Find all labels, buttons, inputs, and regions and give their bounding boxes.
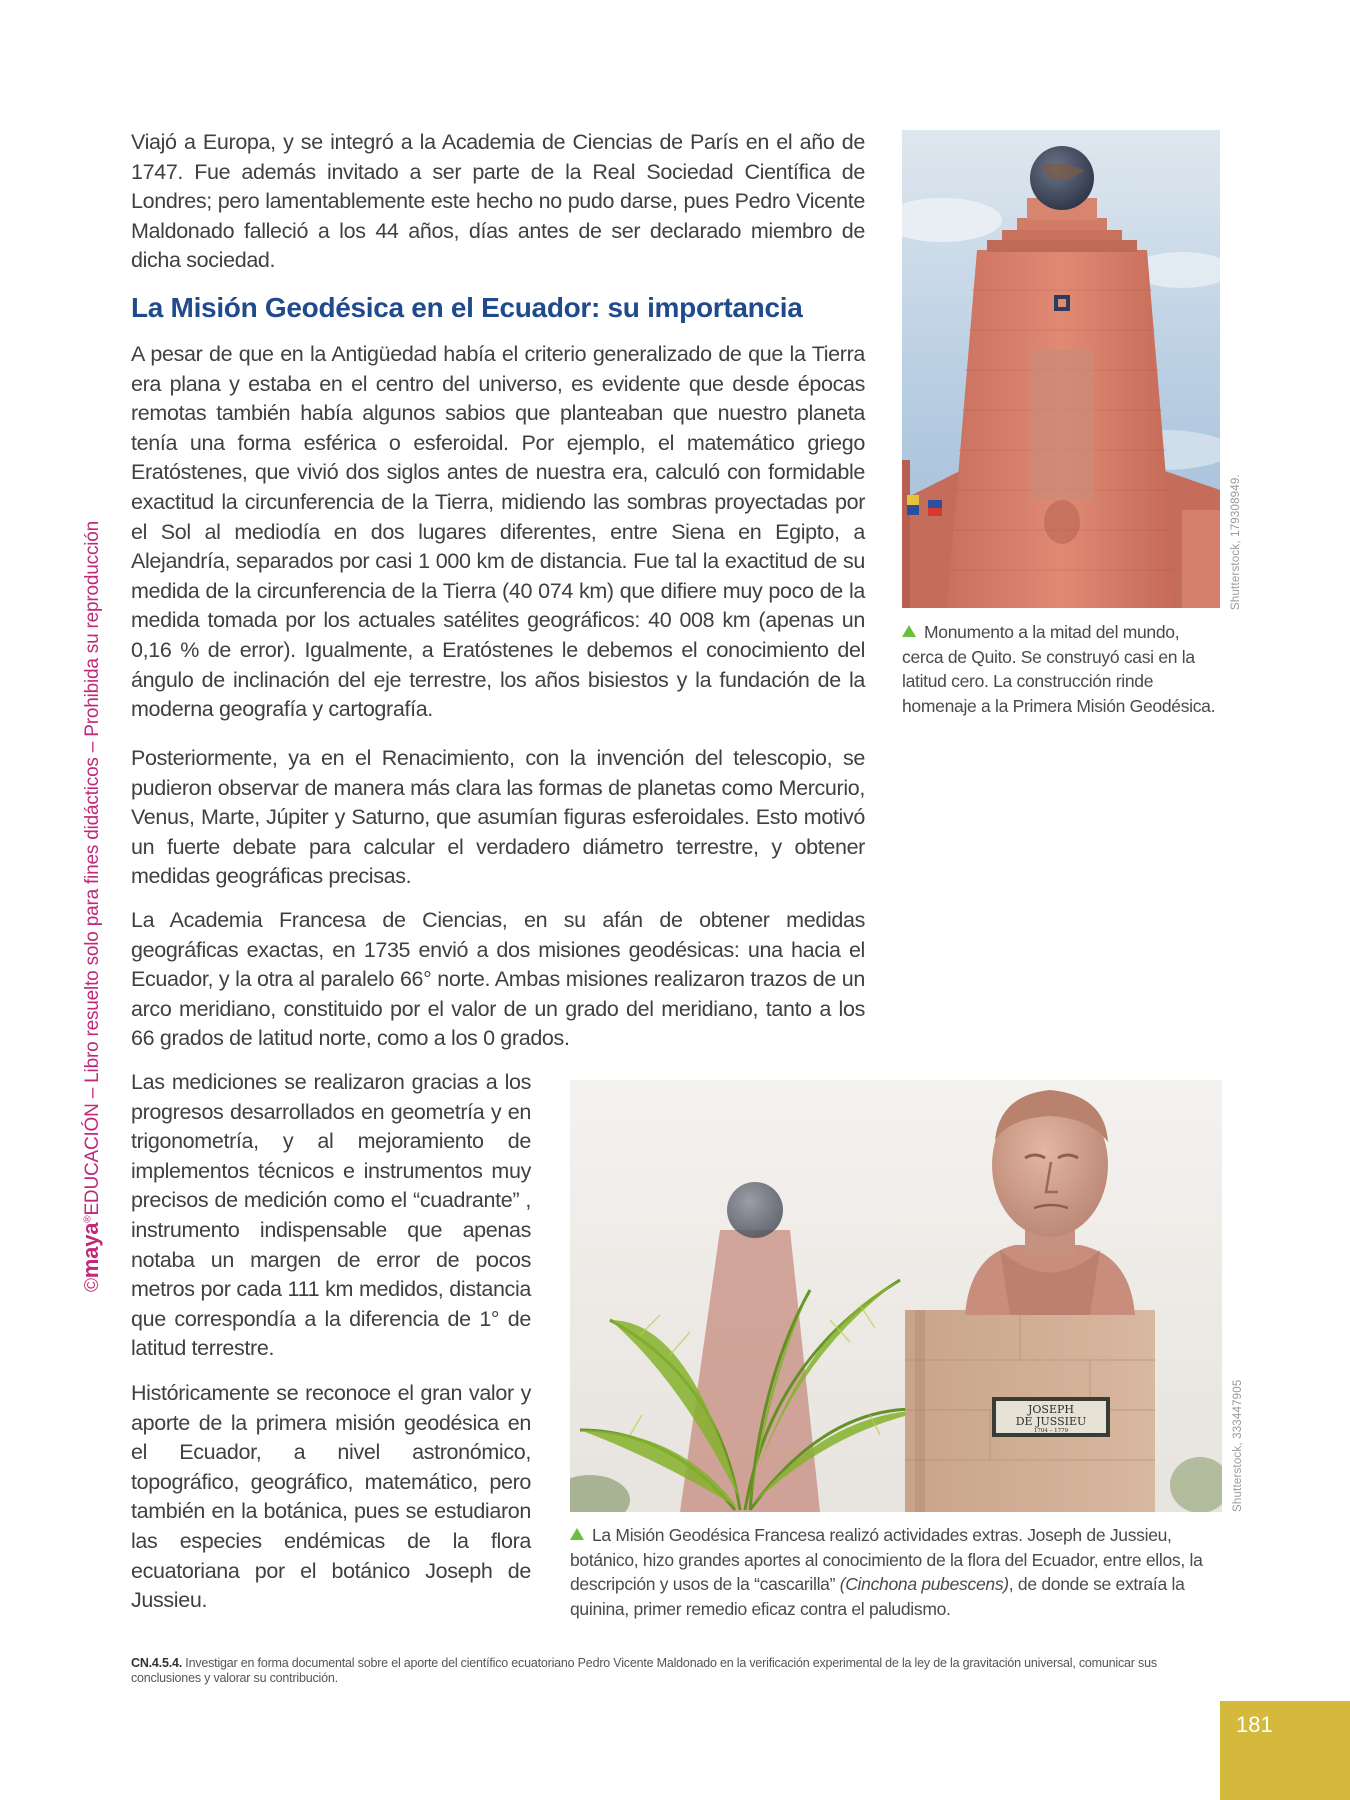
monument-photo-credit: Shutterstock, 179308949.	[1230, 474, 1242, 610]
footnote-code: CN.4.5.4.	[131, 1656, 183, 1670]
bust-caption	[570, 1523, 1225, 1621]
page-number: 181	[1236, 1712, 1273, 1737]
paragraph-french-academy: La Academia Francesa de Ciencias, en su afán de obtener medidas geográficas exactas, en 1735 envió a dos misiones geodésicas: una hacia el Ecuador, y la otra al paralelo 66° norte. Ambas misiones realizaron trazos de un arco meridiano, constituido por el valor de un grado del meridiano, tanto a los 66 grados de latitud norte, como a los 0 grados.	[131, 908, 865, 1051]
registered-mark: ®	[82, 1215, 94, 1223]
paragraph-measurements: Las mediciones se realizaron gracias a los progresos desarrollados en geometría y en trigonometría, y al mejoramiento de implementos técnicos e instrumentos muy precisos de medición como el “cuadrante” , instrumento indispensable que apenas notaba un margen de error de pocos metros por cada 111 km medidos, distancia que correspondía a la diferencia de 1° de latitud terrestre.	[131, 1070, 531, 1361]
footnote-text: Investigar en forma documental sobre el aporte del científico ecuatoriano Pedro Vicente Maldonado en la verificación experimental de la ley de la gravitación universal, comunicar sus conclusiones y valorar su contribución.	[131, 1656, 1157, 1685]
monument-caption-text: Monumento a la mitad del mundo, cerca de Quito. Se construyó casi en la latitud cero. La construcción rinde homenaje a la Primera Misión Geodésica.	[902, 622, 1216, 716]
monument-photo	[902, 130, 1220, 608]
intro-paragraph: Viajó a Europa, y se integró a la Academia de Ciencias de París en el año de 1747. Fue además invitado a ser parte de la Real Sociedad Científica de Londres; pero lamentablemente este hecho no pudo darse, pues Pedro Vicente Maldonado falleció a los 44 años, días antes de ser declarado miembro de dicha sociedad.	[131, 130, 865, 273]
section-heading: La Misión Geodésica en el Ecuador: su importancia	[131, 292, 803, 323]
jussieu-bust-photo	[570, 1080, 1222, 1512]
bust-caption-text-start: La Misión Geodésica Francesa realizó actividades extras. Joseph de Jussieu, botánico, hizo grandes aportes al conocimiento de la flora del Ecuador, entre ellos, la descripción y usos de la “cascarilla”	[570, 1525, 1203, 1594]
bust-photo-credit: Shutterstock, 333447905	[1232, 1379, 1244, 1512]
monument-caption	[902, 620, 1222, 718]
copyright-symbol: ©	[82, 1278, 103, 1292]
sidebar-text: EDUCACIÓN – Libro resuelto solo para fines didácticos – Prohibida su reproducción	[82, 521, 103, 1216]
paragraph-eratosthenes: A pesar de que en la Antigüedad había el criterio generalizado de que la Tierra era plana y estaba en el centro del universo, es evidente que desde épocas remotas también había algunos sabios que planteaban que nuestro planeta tenía una forma esférica o esferoidal. Por ejemplo, el matemático griego Eratóstenes, que vivió dos siglos antes de nuestra era, calculó con formidable exactitud la circunferencia de la Tierra, midiendo las sombras proyectadas por el Sol al mediodía en dos lugares diferentes, entre Siena en Egipto, a Alejandría, separados por casi 1 000 km de distancia. Fue tal la exactitud de su medida de la circunferencia de la Tierra (40 074 km) que difiere muy poco de la medida tomada por los actuales satélites geográficos: 40 008 km (apenas un 0,16 % de error). Igualmente, a Eratóstenes le debemos el conocimiento del ángulo de inclinación del eje terrestre, los años bisiestos y la fundación de la moderna geografía y cartografía.	[131, 342, 865, 722]
plaque-years: 1704 – 1779	[1033, 1428, 1069, 1434]
bust-caption-scientific-name: (Cinchona pubescens)	[839, 1574, 1009, 1594]
plaque-name-line-1: JOSEPH	[1028, 1403, 1074, 1416]
bust-caption-text-end: , de donde se extraía la quinina, primer remedio eficaz contra el paludismo.	[570, 1574, 1185, 1619]
caption-triangle-icon	[570, 1528, 584, 1540]
paragraph-renaissance: Posteriormente, ya en el Renacimiento, con la invención del telescopio, se pudieron observar de manera más clara las formas de planetas como Mercurio, Venus, Marte, Júpiter y Saturno, que asumían figuras esferoidales. Esto motivó un fuerte debate para calcular el verdadero diámetro terrestre, y obtener medidas geográficas precisas.	[131, 746, 865, 889]
caption-triangle-icon	[902, 625, 916, 637]
paragraph-historic-value: Históricamente se reconoce el gran valor y aporte de la primera misión geodésica en el Ecuador, a nivel astronómico, topográfico, geográfico, matemático, pero también en la botánica, pues se estudiaron las especies endémicas de la flora ecuatoriana por el botánico Joseph de Jussieu.	[131, 1381, 531, 1613]
curriculum-footnote	[131, 1656, 1226, 1686]
sidebar-copyright-notice	[78, 521, 104, 1292]
publisher-brand: maya	[78, 1222, 103, 1279]
plaque-name-line-2: DE JUSSIEU	[1015, 1415, 1087, 1428]
